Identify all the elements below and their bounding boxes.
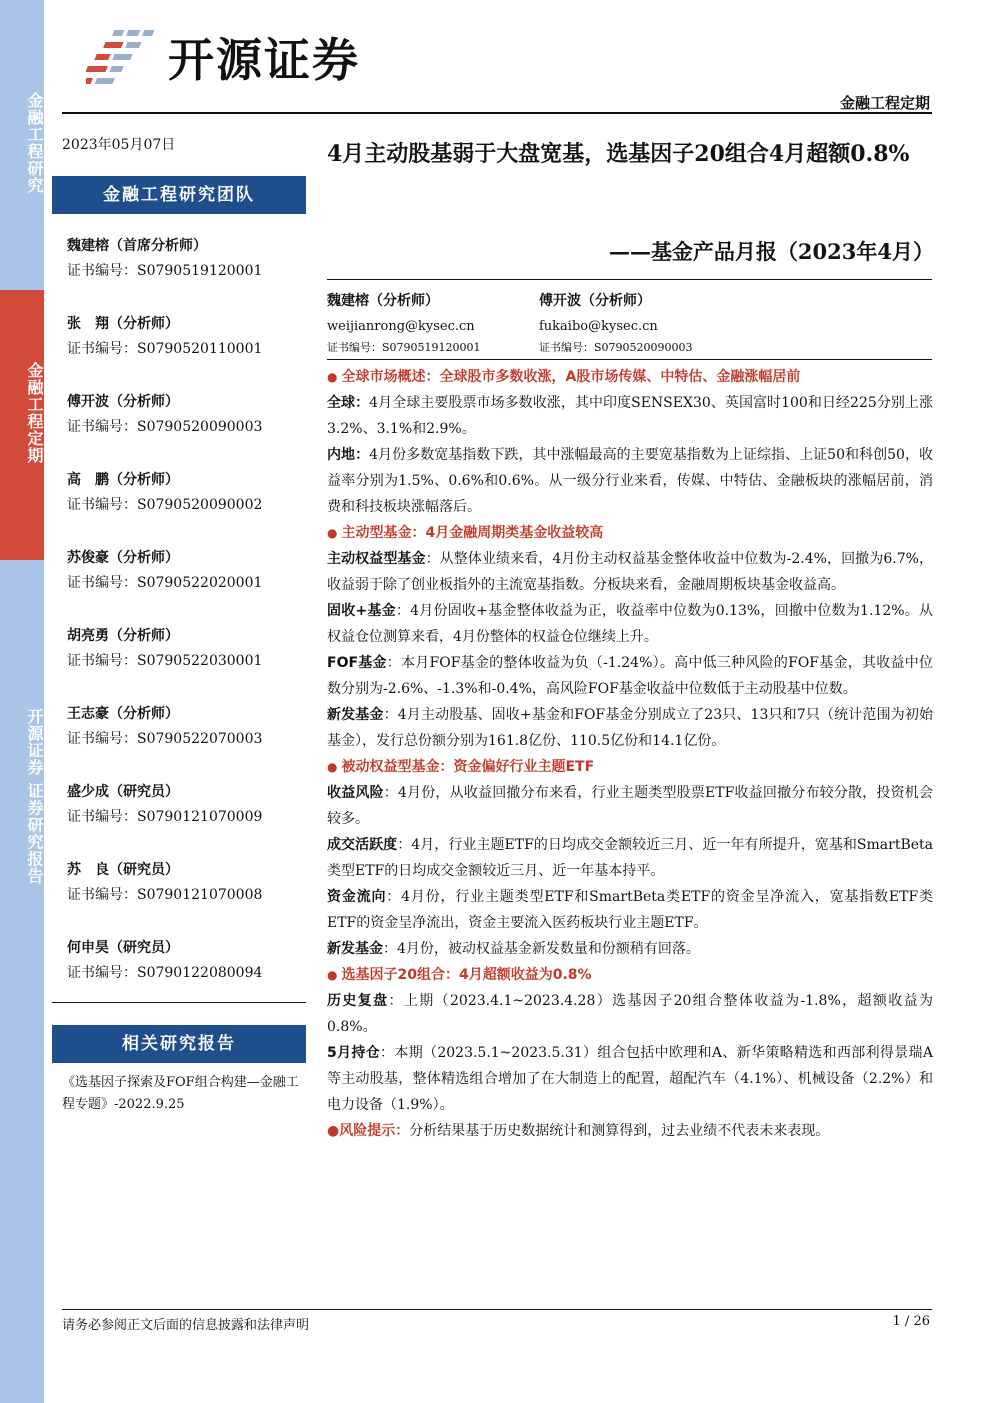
risk-notice: ●风险提示：分析结果基于历史数据统计和测算得到，过去业绩不代表未来表现。 <box>327 1123 830 1139</box>
brand-name: 开源证券 <box>168 33 360 87</box>
team-member <box>67 782 307 828</box>
paragraph: FOF基金：本月FOF基金的整体收益为负（-1.24%）。高中低三种风险的FOF基金，其收益中位数分别为-2.6%、-1.3%和-0.4%，高风险FOF基金收益中位数低于主动股基中位数。 <box>327 655 934 697</box>
paragraph: 5月持仓：本期（2023.5.1~2023.5.31）组合包括中欧理和A、新华策略精选和西部利得景瑞A等主动股基，整体精选组合增加了在大制造上的配置，超配汽车（4.1%）、机械设备（2.2%）和电力设备（1.9%）。 <box>327 1045 933 1113</box>
member-name: 王志豪（分析师） <box>67 706 179 722</box>
author-block <box>327 290 527 356</box>
bullet-icon: ● <box>327 760 338 774</box>
team-member <box>67 704 307 750</box>
member-cert: 证书编号：S0790522030001 <box>67 653 263 669</box>
member-cert: 证书编号：S0790121070009 <box>67 809 263 825</box>
footer-divider <box>62 1309 932 1310</box>
brand-logo-icon <box>86 26 160 88</box>
page-number: 1 / 26 <box>892 1314 930 1329</box>
paragraph: 固收+基金：4月份固收+基金整体收益为正，收益率中位数为0.13%，回撤中位数为1.12%。从权益仓位测算来看，4月份整体的权益仓位继续上升。 <box>327 603 933 645</box>
member-name: 何申昊（研究员） <box>67 940 179 956</box>
member-cert: 证书编号：S0790519120001 <box>67 263 263 279</box>
team-member <box>67 548 307 594</box>
paragraph: 新发基金：4月主动股基、固收+基金和FOF基金分别成立了23只、13只和7只（统计范围为初始基金），发行总份额分别为161.8亿份、110.5亿份和14.1亿份。 <box>327 707 933 749</box>
title-divider <box>327 279 932 280</box>
member-name: 胡亮勇（分析师） <box>67 628 179 644</box>
team-member <box>67 470 307 516</box>
team-member <box>67 938 307 984</box>
paragraph: 主动权益型基金：从整体业绩来看，4月份主动权益基金整体收益中位数为-2.4%，回撤为6.7%，收益弱于除了创业板指外的主流宽基指数。分板块来看，金融周期板块基金收益高。 <box>327 551 933 593</box>
side-label-periodic: 金融工程定期 <box>25 362 44 464</box>
author-email[interactable]: weijianrong@kysec.cn <box>327 319 475 334</box>
member-name: 魏建榕（首席分析师） <box>67 238 207 254</box>
member-name: 苏俊豪（分析师） <box>67 550 179 566</box>
member-name: 苏 良（研究员） <box>67 862 179 878</box>
author-name: 傅开波（分析师） <box>539 293 651 309</box>
member-cert: 证书编号：S0790520110001 <box>67 341 263 357</box>
bullet-icon: ● <box>327 1123 340 1139</box>
paragraph: 成交活跃度：4月，行业主题ETF的日均成交金额较近三月、近一年有所提升，宽基和SmartBeta类型ETF的日均成交金额较近三月、近一年基本持平。 <box>327 837 933 879</box>
author-cert: 证书编号：S0790520090003 <box>539 341 693 354</box>
member-cert: 证书编号：S0790522070003 <box>67 731 263 747</box>
side-label-research: 金融工程研究 <box>25 92 44 194</box>
team-heading: 金融工程研究团队 <box>52 176 306 214</box>
author-name: 魏建榕（分析师） <box>327 293 439 309</box>
team-member <box>67 314 307 360</box>
author-divider <box>327 359 932 360</box>
report-date: 2023年05月07日 <box>62 137 176 153</box>
member-name: 高 鹏（分析师） <box>67 472 179 488</box>
summary-body <box>327 364 933 1144</box>
member-cert: 证书编号：S0790121070008 <box>67 887 263 903</box>
team-member <box>67 860 307 906</box>
header-divider <box>62 112 932 114</box>
member-cert: 证书编号：S0790520090002 <box>67 497 263 513</box>
author-cert: 证书编号：S0790519120001 <box>327 341 481 354</box>
member-name: 傅开波（分析师） <box>67 394 179 410</box>
team-divider <box>52 1002 306 1003</box>
bullet-icon: ● <box>327 526 338 540</box>
member-name: 盛少成（研究员） <box>67 784 179 800</box>
related-report-link[interactable]: 《选基因子探索及FOF组合构建—金融工程专题》-2022.9.25 <box>62 1075 299 1112</box>
side-label-brand: 开源证券 证券研究报告 <box>25 708 44 885</box>
paragraph: 全球：4月全球主要股票市场多数收涨，其中印度SENSEX30、英国富时100和日经225分别上涨3.2%、3.1%和2.9%。 <box>327 395 933 437</box>
team-member <box>67 626 307 672</box>
side-strip <box>0 0 44 1403</box>
paragraph: 收益风险：4月份，从收益回撤分布来看，行业主题类型股票ETF收益回撤分布较分散，投资机会较多。 <box>327 785 933 827</box>
report-type: 金融工程定期 <box>839 94 930 112</box>
member-name: 张 翔（分析师） <box>67 316 179 332</box>
team-member <box>67 392 307 438</box>
bullet-icon: ● <box>327 968 338 982</box>
member-cert: 证书编号：S0790122080094 <box>67 965 263 981</box>
paragraph: 资金流向：4月份，行业主题类型ETF和SmartBeta类ETF的资金呈净流入，宽基指数ETF类ETF的资金呈净流出，资金主要流入医药板块行业主题ETF。 <box>327 889 933 931</box>
author-block <box>539 290 739 356</box>
report-subtitle: ——基金产品月报（2023年4月） <box>608 239 934 264</box>
team-member <box>67 236 307 282</box>
section-heading: ● 全球市场概述：全球股市多数收涨，A股市场传媒、中特估、金融涨幅居前 <box>327 369 801 385</box>
paragraph: 内地：4月份多数宽基指数下跌，其中涨幅最高的主要宽基指数为上证综指、上证50和科创50，收益率分别为1.5%、0.6%和0.6%。从一级分行业来看，传媒、中特估、金融板块的涨幅居前，消费和科技板块涨幅落后。 <box>327 447 933 515</box>
section-heading: ● 主动型基金：4月金融周期类基金收益较高 <box>327 525 604 541</box>
member-cert: 证书编号：S0790520090003 <box>67 419 263 435</box>
report-title: 4月主动股基弱于大盘宽基，选基因子20组合4月超额0.8% <box>327 141 910 167</box>
member-cert: 证书编号：S0790522020001 <box>67 575 263 591</box>
paragraph: 新发基金：4月份，被动权益基金新发数量和份额稍有回落。 <box>327 941 700 957</box>
section-heading: ● 选基因子20组合：4月超额收益为0.8% <box>327 967 592 983</box>
related-heading: 相关研究报告 <box>52 1025 306 1063</box>
bullet-icon: ● <box>327 370 338 384</box>
author-email[interactable]: fukaibo@kysec.cn <box>539 319 658 334</box>
paragraph: 历史复盘：上期（2023.4.1~2023.4.28）选基因子20组合整体收益为-1.8%，超额收益为0.8%。 <box>327 993 934 1035</box>
footer-disclaimer: 请务必参阅正文后面的信息披露和法律声明 <box>62 1318 310 1333</box>
section-heading: ● 被动权益型基金：资金偏好行业主题ETF <box>327 759 595 775</box>
